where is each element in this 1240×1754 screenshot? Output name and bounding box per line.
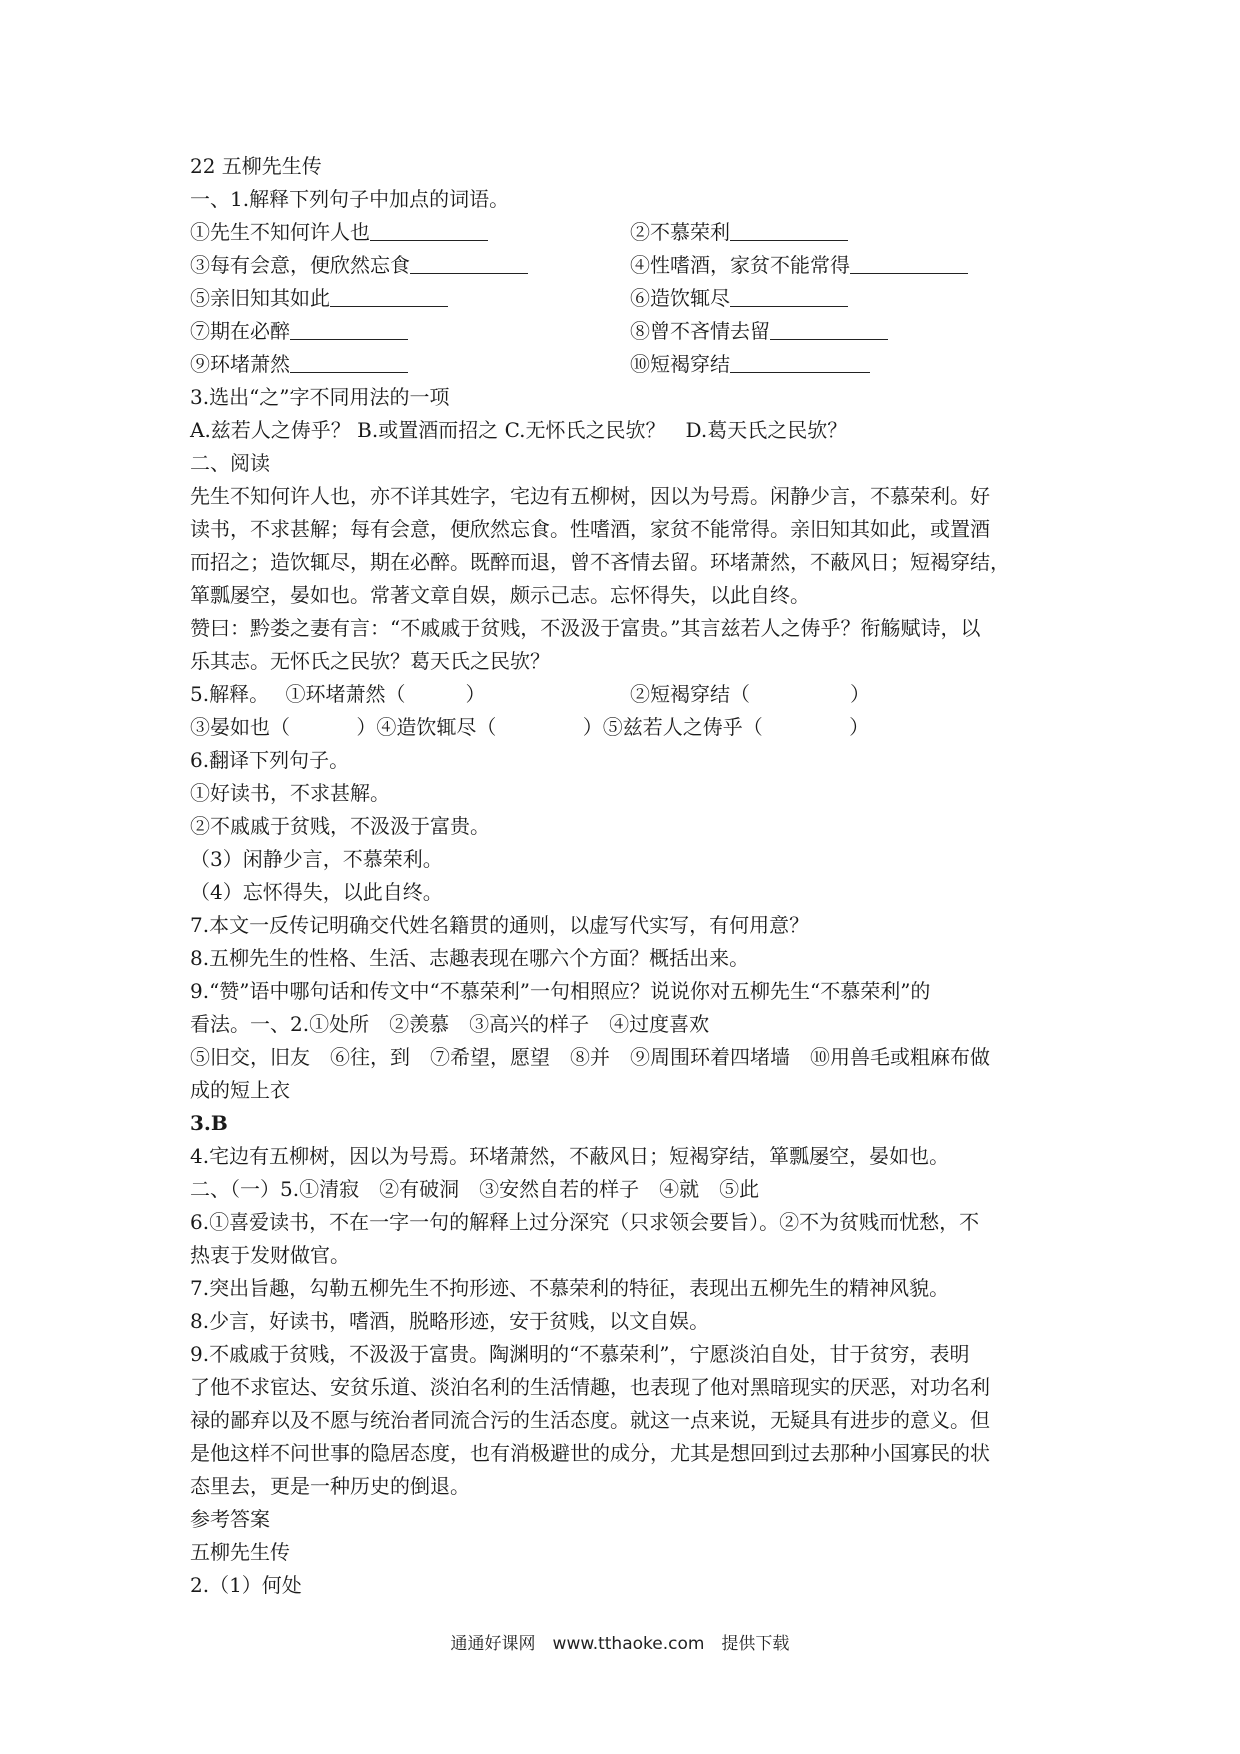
answer-blank[interactable] xyxy=(730,350,870,373)
q9-line: ⑤旧交，旧友 ⑥往，到 ⑦希望，愿望 ⑧并 ⑨周围环着四堵墙 ⑩用兽毛或粗麻布做 xyxy=(190,1045,990,1069)
q1-row xyxy=(190,282,1060,315)
section2-heading: 二、阅读 xyxy=(190,451,270,475)
answer-blank[interactable] xyxy=(730,284,848,307)
answer-blank[interactable] xyxy=(770,317,888,340)
reference-heading: 参考答案 xyxy=(190,1507,270,1531)
answer-blank[interactable] xyxy=(850,251,968,274)
answer-5: 二、（一）5.①清寂 ②有破洞 ③安然自若的样子 ④就 ⑤此 xyxy=(190,1177,760,1201)
answer-blank[interactable] xyxy=(290,350,408,373)
answer-9-line: 禄的鄙弃以及不愿与统治者同流合污的生活态度。就这一点来说，无疑具有进步的意义。但 xyxy=(190,1408,990,1432)
q6-item: ①好读书，不求甚解。 xyxy=(190,781,390,805)
answer-4: 4.宅边有五柳树，因以为号焉。环堵萧然，不蔽风日；短褐穿结，箪瓢屡空，晏如也。 xyxy=(190,1144,950,1168)
q1-item: ⑨环堵萧然 xyxy=(190,352,290,376)
answer-3: 3.B xyxy=(190,1111,228,1135)
passage-line: 而招之；造饮辄尽，期在必醉。既醉而退，曾不吝情去留。环堵萧然，不蔽风日；短褐穿结， xyxy=(190,550,1010,574)
q5-item: 5.解释。 ①环堵萧然（ ） xyxy=(190,682,486,706)
q1-item: ③每有会意，便欣然忘食 xyxy=(190,253,410,277)
passage-line: 赞曰：黔娄之妻有言：“不戚戚于贫贱，不汲汲于富贵。”其言兹若人之俦乎？衔觞赋诗，以 xyxy=(190,616,981,640)
q1-item: ②不慕荣利 xyxy=(630,220,730,244)
q1-item: ⑦期在必醉 xyxy=(190,319,290,343)
page-title: 22 五柳先生传 xyxy=(190,154,322,178)
q3-options: A.兹若人之俦乎？ B.或置酒而招之 C.无怀氏之民欤？ D.葛天氏之民欤？ xyxy=(190,418,848,442)
q1-item: ⑤亲旧知其如此 xyxy=(190,286,330,310)
q5-item: ②短褐穿结（ ） xyxy=(630,682,870,706)
q1-row xyxy=(190,216,1060,249)
q6-item: ②不戚戚于贫贱，不汲汲于富贵。 xyxy=(190,814,490,838)
answer-9-line: 9.不戚戚于贫贱，不汲汲于富贵。陶渊明的“不慕荣利”，宁愿淡泊自处，甘于贫穷，表明 xyxy=(190,1342,970,1366)
answer-6-line: 6.①喜爱读书，不在一字一句的解释上过分深究（只求领会要旨）。②不为贫贱而忧愁，不 xyxy=(190,1210,980,1234)
answer-6-line: 热衷于发财做官。 xyxy=(190,1243,350,1267)
reference-title: 五柳先生传 xyxy=(190,1540,290,1564)
answer-blank[interactable] xyxy=(370,218,488,241)
q6-item: （3）闲静少言，不慕荣利。 xyxy=(190,847,443,871)
q7: 7.本文一反传记明确交代姓名籍贯的通则，以虚写代实写，有何用意？ xyxy=(190,913,810,937)
reference-item: 2.（1）何处 xyxy=(190,1573,302,1597)
answer-blank[interactable] xyxy=(410,251,528,274)
q1-heading: 一、1.解释下列句子中加点的词语。 xyxy=(190,187,510,211)
answer-9-line: 是他这样不问世事的隐居态度，也有消极避世的成分，尤其是想回到过去那种小国寡民的状 xyxy=(190,1441,990,1465)
q1-item: ⑩短褐穿结 xyxy=(630,352,730,376)
answer-blank[interactable] xyxy=(330,284,448,307)
answer-blank[interactable] xyxy=(730,218,848,241)
answer-7: 7.突出旨趣，勾勒五柳先生不拘形迹、不慕荣利的特征，表现出五柳先生的精神风貌。 xyxy=(190,1276,950,1300)
q1-item: ①先生不知何许人也 xyxy=(190,220,370,244)
q5-row: ③晏如也（ ）④造饮辄尽（ ）⑤兹若人之俦乎（ ） xyxy=(190,715,870,739)
answer-9-line: 了他不求宦达、安贫乐道、淡泊名利的生活情趣，也表现了他对黑暗现实的厌恶，对功名利 xyxy=(190,1375,990,1399)
q1-item: ⑥造饮辄尽 xyxy=(630,286,730,310)
q1-row xyxy=(190,249,1060,282)
q8: 8.五柳先生的性格、生活、志趣表现在哪六个方面？概括出来。 xyxy=(190,946,750,970)
answer-blank[interactable] xyxy=(290,317,408,340)
passage-line: 读书，不求甚解；每有会意，便欣然忘食。性嗜酒，家贫不能常得。亲旧知其如此，或置酒 xyxy=(190,517,990,541)
q6-heading: 6.翻译下列句子。 xyxy=(190,748,350,772)
q1-row xyxy=(190,315,1060,348)
answer-8: 8.少言，好读书，嗜酒，脱略形迹，安于贫贱，以文自娱。 xyxy=(190,1309,710,1333)
answer-9-line: 态里去，更是一种历史的倒退。 xyxy=(190,1474,470,1498)
passage-line: 乐其志。无怀氏之民欤？葛天氏之民欤？ xyxy=(190,649,550,673)
q1-item: ⑧曾不吝情去留 xyxy=(630,319,770,343)
q6-item: （4）忘怀得失，以此自终。 xyxy=(190,880,443,904)
q1-row xyxy=(190,348,1060,381)
reading-passage xyxy=(190,480,1060,678)
q9-line: 看法。一、2.①处所 ②羡慕 ③高兴的样子 ④过度喜欢 xyxy=(190,1012,710,1036)
q3-heading: 3.选出“之”字不同用法的一项 xyxy=(190,385,450,409)
passage-line: 先生不知何许人也，亦不详其姓字，宅边有五柳树，因以为号焉。闲静少言，不慕荣利。好 xyxy=(190,484,990,508)
q5-row xyxy=(190,678,1060,711)
page-footer: 通通好课网 www.tthaoke.com 提供下载 xyxy=(450,1634,790,1654)
passage-line: 箪瓢屡空，晏如也。常著文章自娱，颇示己志。忘怀得失，以此自终。 xyxy=(190,583,810,607)
document-page xyxy=(190,150,1060,1602)
q9-line: 9.“赞”语中哪句话和传文中“不慕荣利”一句相照应？说说你对五柳先生“不慕荣利”的 xyxy=(190,979,931,1003)
q9-line: 成的短上衣 xyxy=(190,1078,290,1102)
q1-item: ④性嗜酒，家贫不能常得 xyxy=(630,253,850,277)
